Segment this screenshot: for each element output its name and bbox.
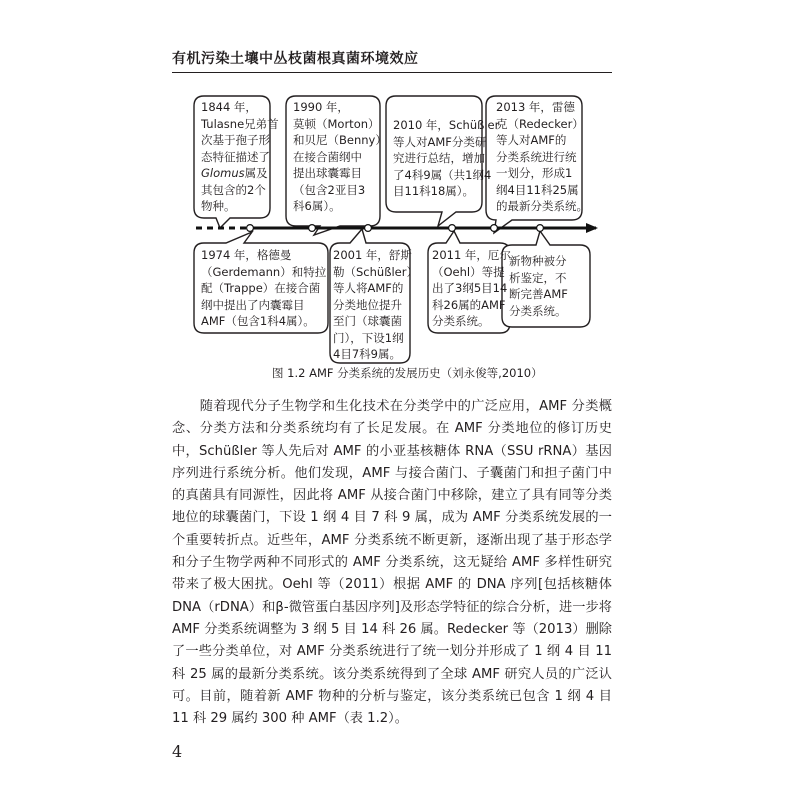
timeline-dot	[309, 225, 316, 232]
event-1990-text: 1990 年， 莫顿（Morton） 和贝尼（Benny） 在接合菌纲中 提出球囊霉目 （包含2亚目3 科6属）。	[293, 100, 387, 213]
event-1974-text: 1974 年，格德曼 （Gerdemann）和特拉 配（Trappe）在接合菌 纲中提出了内囊霉目 AMF（包含1科4属）。	[201, 248, 327, 328]
timeline-dot	[365, 225, 372, 232]
event-1844-text: 1844 年， Tulasne兄弟首 次基于孢子形 态特征描述了 Glomus属及 其包含的2个 物种。	[201, 100, 279, 213]
glomus-genus: Glomus	[201, 166, 245, 180]
event-2013-text: 2013 年，雷德 克（Redecker） 等人对AMF的 分类系统进行统 一划分，形成1 纲4目11科25属 的最新分类系统。	[496, 100, 588, 213]
timeline-dot	[449, 225, 456, 232]
event-2010-text: 2010 年，Schüßler 等人对AMF分类研 究进行总结，增加 了4科9属（共1纲4 目11科18属）。	[393, 118, 500, 198]
timeline-dot	[537, 225, 544, 232]
body-text	[172, 396, 612, 730]
event-2011-text: 2011 年，厄尔 （Oehl）等提 出了3纲5目14 科26属的AMF 分类系统。	[432, 248, 511, 328]
running-header: 有机污染土壤中丛枝菌根真菌环境效应	[172, 51, 419, 67]
figure-caption: 图 1.2 AMF 分类系统的发展历史（刘永俊等,2010）	[272, 366, 543, 380]
body-paragraph: 随着现代分子生物学和生化技术在分类学中的广泛应用，AMF 分类概念、分类方法和分类系统均有了长足发展。在 AMF 分类地位的修订历史中，Schüßler 等人先后对 AMF 的小亚基核糖体 RNA（SSU rRNA）基因序列进行系统分析。他们发现，AMF 与接合菌门、子囊菌门和担子菌门中的真菌具有同源性，因此将 AMF 从接合菌门中移除，建立了具有同等分类地位的球囊菌门，下设 1 纲 4 目 7 科 9 属，成为 AMF 分类系统发展的一个重要转折点。近些年，AMF 分类系统不断更新，逐渐出现了基于形态学和分子生物学两种不同形式的 AMF 分类系统，这无疑给 AMF 多样性研究带来了极大困扰。Oehl 等（2011）根据 AMF 的 DNA 序列[包括核糖体 DNA（rDNA）和β-微管蛋白基因序列]及形态学特征的综合分析，进一步将 AMF 分类系统调整为 3 纲 5 目 14 科 26 属。Redecker 等（2013）删除了一些分类单位，对 AMF 分类系统进行了统一划分并形成了 1 纲 4 目 11 科 25 属的最新分类系统。该分类系统得到了全球 AMF 研究人员的广泛认可。目前，随着新 AMF 物种的分析与鉴定，该分类系统已包含 1 纲 4 目 11 科 29 属约 300 种 AMF（表 1.2）。	[172, 399, 612, 727]
timeline-dot	[491, 225, 498, 232]
event-future-text: 新物种被分 析鉴定，不 断完善AMF 分类系统。	[509, 254, 568, 318]
page-number: 4	[172, 742, 183, 761]
timeline-dot	[247, 225, 254, 232]
event-2001-text: 2001 年，舒斯 勒（Schüßler） 等人将AMF的 分类地位提升 至门（球囊菌 门），下设1纲 4目7科9属。	[333, 248, 418, 361]
